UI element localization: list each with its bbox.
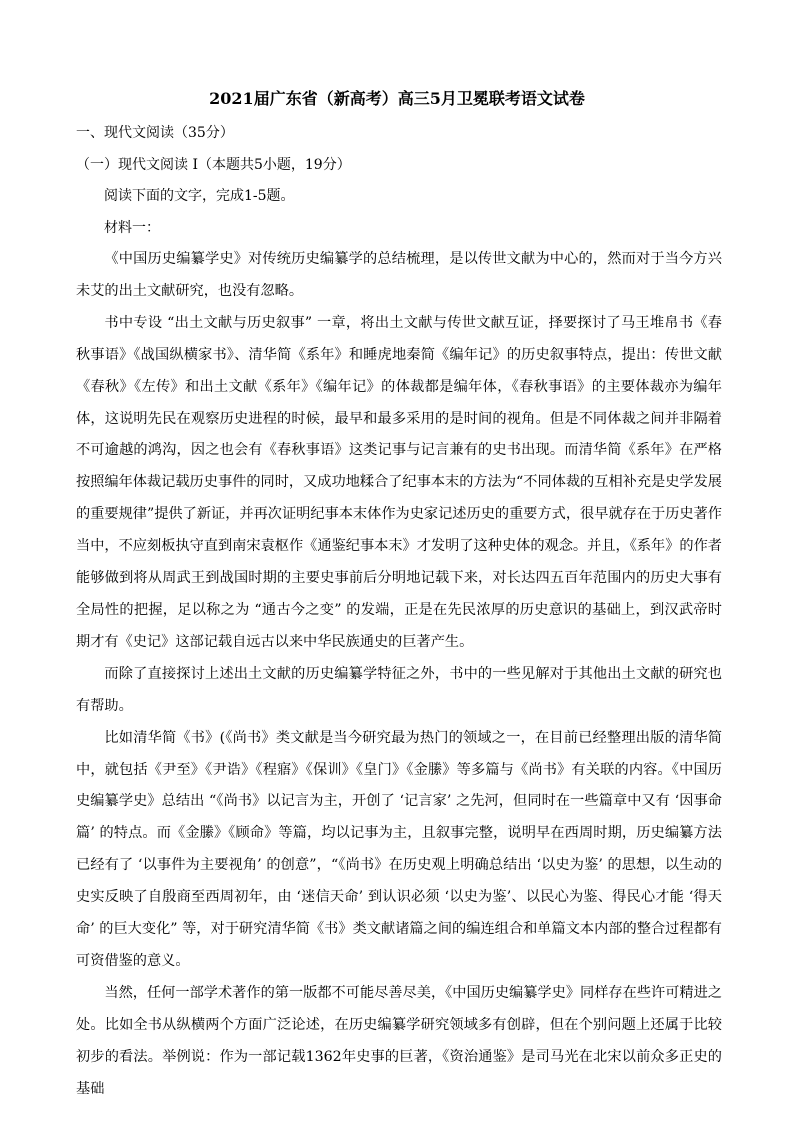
reading-instruction: 阅读下面的文字，完成1-5题。 <box>104 188 295 204</box>
passage-body <box>76 244 722 1105</box>
paragraph: 当然，任何一部学术著作的第一版都不可能尽善尽美，《中国历史编纂学史》同样存在些许可精进之处。比如全书从纵横两个方面广泛论述，在历史编纂学研究领域多有创辟，但在个别问题上还属于比较初步的看法。举例说：作为一部记载1362年史事的巨著，《资治通鉴》是司马光在北宋以前众多正史的基础 <box>76 984 722 1097</box>
material-label: 材料一： <box>104 220 160 236</box>
paragraph: 比如清华简《书》(《尚书》类文献是当今研究最为热门的领域之一，在目前已经整理出版的清华简中，就包括《尹至》《尹诰》《程寤》《保训》《皇门》《金縢》等多篇与《尚书》有关联的内容。《中国历史编纂学史》总结出 “《尚书》以记言为主，开创了 ‘记言家’ 之先河，但同时在一些篇章中又有 ‘因事命篇’ 的特点。而《金縢》《顾命》等篇，均以记事为主，且叙事完整，说明早在西周时期，历史编纂方法已经有了 ‘以事件为主要视角’ 的创意”，“《尚书》在历史观上明确总结出 ‘以史为鉴’ 的思想，以生动的史实反映了自殷商至西周初年，由 ‘迷信天命’ 到认识必须 ‘以史为鉴’、以民心为鉴、得民心才能 ‘得天命’ 的巨大变化” 等，对于研究清华简《书》类文献诸篇之间的编连组合和单篇文本内部的整合过程都有可资借鉴的意义。 <box>76 729 722 969</box>
section-heading: 一、现代文阅读（35分） <box>76 125 234 141</box>
paragraph: 书中专设 “出土文献与历史叙事” 一章，将出土文献与传世文献互证，择要探讨了马王堆帛书《春秋事语》《战国纵横家书》、清华简《系年》和睡虎地秦简《编年记》的历史叙事特点，提出：传世文献《春秋》《左传》和出土文献《系年》《编年记》的体裁都是编年体，《春秋事语》的主要体裁亦为编年体，这说明先民在观察历史进程的时候，最早和最多采用的是时间的视角。但是不同体裁之间并非隔着不可逾越的鸿沟，因之也会有《春秋事语》这类记事与记言兼有的史书出现。而清华简《系年》在严格按照编年体裁记载历史事件的同时，又成功地糅合了纪事本末的方法为“不同体裁的互相补充是史学发展的重要规律”提供了新证，并再次证明纪事本末体作为史家记述历史的重要方式，很早就存在于历史著作当中，不应刻板执守直到南宋袁枢作《通鉴纪事本末》才发明了这种史体的观念。并且，《系年》的作者能够做到将从周武王到战国时期的主要史事前后分明地记载下来，对长达四五百年范围内的历史大事有全局性的把握，足以称之为 “通古今之变” 的发端，正是在先民浓厚的历史意识的基础上，到汉武帝时期才有《史记》这部记载自远古以来中华民族通史的巨著产生。 <box>76 314 722 650</box>
exam-title: 2021届广东省（新高考）高三5月卫冕联考语文试卷 <box>209 89 585 108</box>
subsection-heading: （一）现代文阅读 I（本题共5小题，19分） <box>76 157 351 173</box>
paragraph: 而除了直接探讨上述出土文献的历史编纂学特征之外，书中的一些见解对于其他出土文献的研究也有帮助。 <box>76 665 722 714</box>
paragraph: 《中国历史编纂学史》对传统历史编纂学的总结梳理，是以传世文献为中心的，然而对于当今方兴未艾的出土文献研究，也没有忽略。 <box>76 251 722 299</box>
